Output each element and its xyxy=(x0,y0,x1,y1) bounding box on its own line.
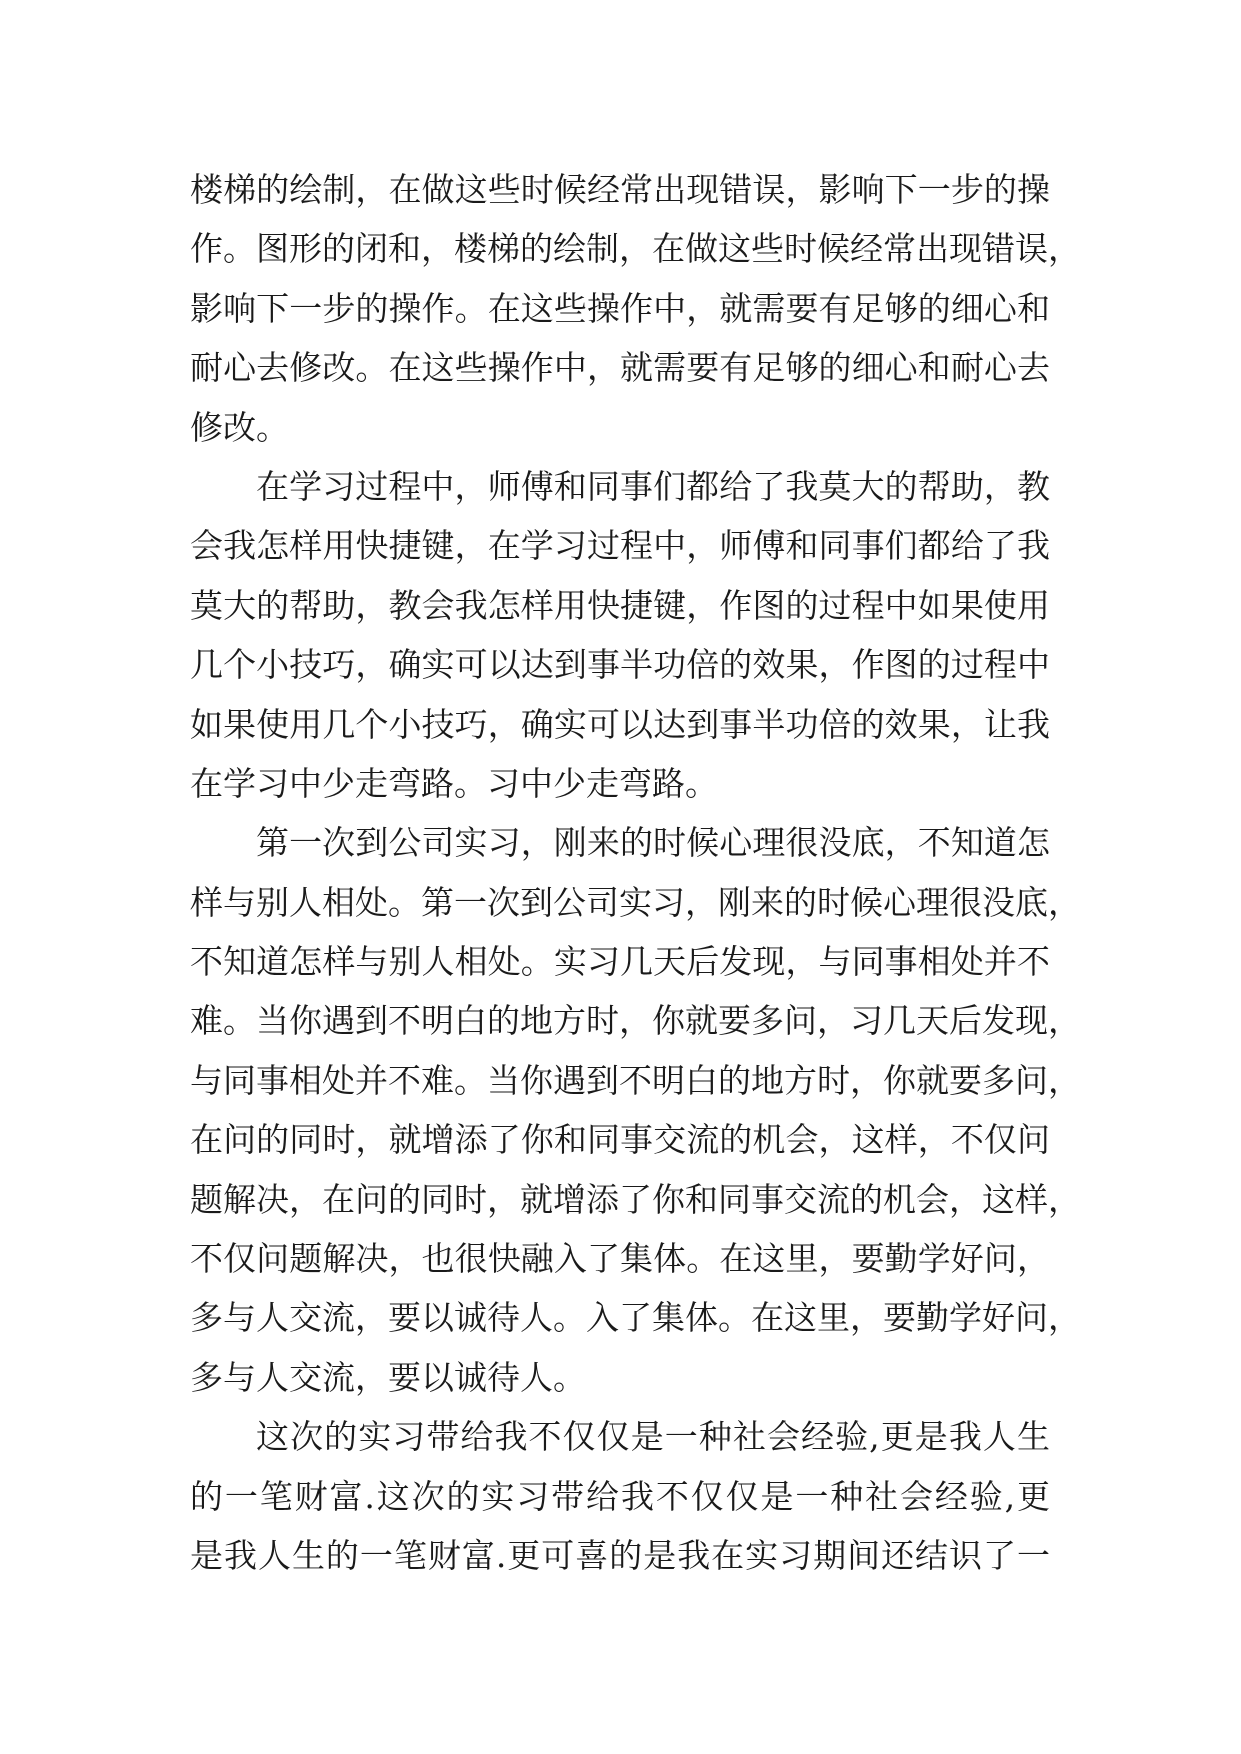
text-line: 作。图形的闭和，楼梯的绘制，在做这些时候经常出现错误， xyxy=(190,229,1081,269)
text-line: 莫大的帮助，教会我怎样用快捷键，作图的过程中如果使用 xyxy=(190,585,1050,625)
text-line: 不仅问题解决，也很快融入了集体。在这里，要勤学好问， xyxy=(190,1239,1050,1279)
text-line: 几个小技巧，确实可以达到事半功倍的效果，作图的过程中 xyxy=(190,645,1050,685)
paragraph-3 xyxy=(190,813,1081,1407)
text-line: 会我怎样用快捷键，在学习过程中，师傅和同事们都给了我 xyxy=(190,526,1050,566)
paragraph-4 xyxy=(190,1407,1050,1585)
text-line: 影响下一步的操作。在这些操作中，就需要有足够的细心和 xyxy=(190,288,1050,328)
text-line: 在学习中少走弯路。习中少走弯路。 xyxy=(190,763,718,803)
text-line: 样与别人相处。第一次到公司实习，刚来的时候心理很没底， xyxy=(190,882,1081,922)
text-line: 难。当你遇到不明白的地方时，你就要多问，习几天后发现， xyxy=(190,1001,1081,1041)
text-line: 的一笔财富.这次的实习带给我不仅仅是一种社会经验,更 xyxy=(190,1476,1050,1516)
text-line: 在问的同时，就增添了你和同事交流的机会，这样，不仅问 xyxy=(190,1120,1050,1160)
text-line: 多与人交流，要以诚待人。 xyxy=(190,1357,586,1397)
text-line: 修改。 xyxy=(190,407,289,447)
text-line: 不知道怎样与别人相处。实习几天后发现，与同事相处并不 xyxy=(190,942,1050,982)
text-line: 是我人生的一笔财富.更可喜的是我在实习期间还结识了一 xyxy=(190,1535,1050,1575)
text-line: 这次的实习带给我不仅仅是一种社会经验,更是我人生 xyxy=(256,1417,1050,1457)
text-line: 如果使用几个小技巧，确实可以达到事半功倍的效果，让我 xyxy=(190,704,1050,744)
body-text xyxy=(190,160,1081,1585)
text-line: 在学习过程中，师傅和同事们都给了我莫大的帮助，教 xyxy=(256,466,1050,506)
text-line: 楼梯的绘制，在做这些时候经常出现错误，影响下一步的操 xyxy=(190,170,1050,209)
paragraph-1 xyxy=(190,160,1081,457)
text-line: 与同事相处并不难。当你遇到不明白的地方时，你就要多问， xyxy=(190,1060,1081,1100)
text-line: 耐心去修改。在这些操作中，就需要有足够的细心和耐心去 xyxy=(190,348,1050,388)
text-line: 第一次到公司实习，刚来的时候心理很没底，不知道怎 xyxy=(256,823,1050,863)
text-line: 题解决，在问的同时，就增添了你和同事交流的机会，这样， xyxy=(190,1179,1081,1219)
text-line: 多与人交流，要以诚待人。入了集体。在这里，要勤学好问， xyxy=(190,1298,1081,1338)
paragraph-2 xyxy=(190,457,1050,813)
